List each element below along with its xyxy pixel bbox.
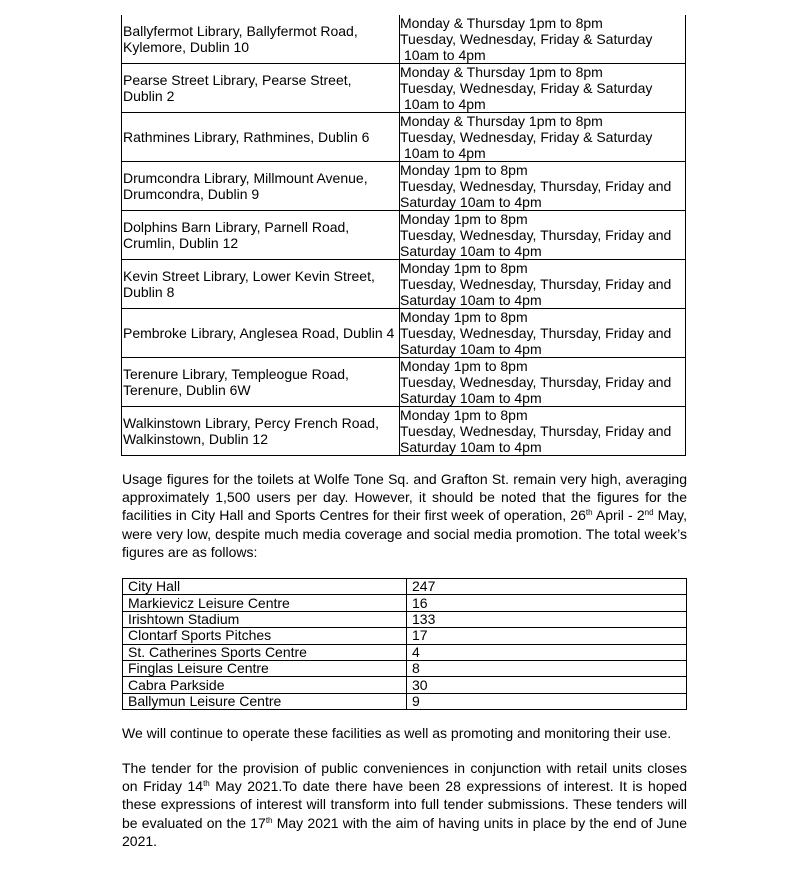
hours-line: Saturday 10am to 4pm [400,439,542,455]
hours-line: Monday & Thursday 1pm to 8pm [400,15,603,31]
facility-name-cell: City Hall [123,579,407,595]
library-location-cell [122,15,400,64]
location-line: Pembroke Library, Anglesea Road, Dublin 4 [123,325,395,341]
text-segment: The tender for the provision of public conveniences in conjunction with retail units closes on Friday 14 [122,760,687,795]
hours-line: 10am to 4pm [404,145,486,161]
user-count-cell: 16 [407,595,687,611]
library-location-cell [122,162,400,211]
location-line: Kylemore, Dublin 10 [123,39,250,55]
hours-line: 10am to 4pm [404,47,486,63]
user-count-cell: 9 [407,693,687,709]
continue-operation-paragraph: We will continue to operate these facilities as well as promoting and monitoring their use. [122,725,672,741]
usage-row [123,628,687,644]
hours-line: Saturday 10am to 4pm [400,341,542,357]
usage-row [123,611,687,627]
ordinal-suffix: th [585,508,593,518]
location-line: Terenure, Dublin 6W [123,382,251,398]
location-line: Dolphins Barn Library, Parnell Road, [123,219,350,235]
facility-name-cell: Markievicz Leisure Centre [123,595,407,611]
user-count-cell: 8 [407,660,687,676]
facility-name-cell: Finglas Leisure Centre [123,660,407,676]
facility-name-cell: Ballymun Leisure Centre [123,693,407,709]
hours-line: Saturday 10am to 4pm [400,390,542,406]
hours-line: Monday & Thursday 1pm to 8pm [400,64,603,80]
hours-line: Tuesday, Wednesday, Thursday, Friday and [400,227,672,243]
user-count-cell: 133 [407,611,687,627]
hours-line: Tuesday, Wednesday, Friday & Saturday [400,129,653,145]
library-hours-cell [400,15,686,64]
facility-name-cell: Clontarf Sports Pitches [123,628,407,644]
location-line: Rathmines Library, Rathmines, Dublin 6 [123,129,370,145]
location-line: Dublin 8 [123,284,175,300]
library-location-cell [122,309,400,358]
hours-line: Tuesday, Wednesday, Friday & Saturday [400,31,653,47]
user-count-cell: 30 [407,677,687,693]
hours-line: Monday 1pm to 8pm [400,260,528,276]
hours-line: Saturday 10am to 4pm [400,292,542,308]
hours-line: Monday 1pm to 8pm [400,162,528,178]
hours-line: Saturday 10am to 4pm [400,194,542,210]
library-location-cell [122,64,400,113]
user-count-cell: 4 [407,644,687,660]
library-hours-cell [400,309,686,358]
library-hours-cell [400,407,686,456]
text-segment: May 2021 with the aim of having units in place by the end of June 2021. [122,814,687,849]
library-row [122,64,686,113]
hours-line: Tuesday, Wednesday, Thursday, Friday and [400,178,672,194]
facility-name-cell: Irishtown Stadium [123,611,407,627]
user-count-cell: 247 [407,579,687,595]
usage-table-body [123,579,687,710]
library-hours-cell [400,211,686,260]
hours-line: Monday 1pm to 8pm [400,407,528,423]
ordinal-suffix: nd [644,508,654,518]
ordinal-suffix: th [203,779,210,789]
location-line: Drumcondra Library, Millmount Avenue, [123,170,368,186]
location-line: Walkinstown, Dublin 12 [123,431,268,447]
library-table-body [122,15,686,456]
facility-name-cell: St. Catherines Sports Centre [123,644,407,660]
user-count-cell: 17 [407,628,687,644]
text-segment: Usage figures for the toilets at Wolfe Tone Sq. and Grafton St. remain very high, averaging approximately 1,500 users per day. However, it should be noted that the figures for the facilities in City Hall and Sports Centres for their first week of operation, 26 [122,471,687,524]
library-opening-hours-table [121,15,686,456]
library-location-cell [122,211,400,260]
usage-row [123,644,687,660]
library-location-cell [122,260,400,309]
hours-line: Saturday 10am to 4pm [400,243,542,259]
location-line: Ballyfermot Library, Ballyfermot Road, [123,23,358,39]
library-row [122,162,686,211]
ordinal-suffix: th [265,815,273,825]
library-location-cell [122,358,400,407]
library-hours-cell [400,162,686,211]
library-location-cell [122,113,400,162]
library-location-cell [122,407,400,456]
usage-row [123,660,687,676]
location-line: Terenure Library, Templeogue Road, [123,366,349,382]
library-row [122,407,686,456]
hours-line: Tuesday, Wednesday, Friday & Saturday [400,80,653,96]
hours-line: Monday 1pm to 8pm [400,211,528,227]
facility-name-cell: Cabra Parkside [123,677,407,693]
usage-row [123,595,687,611]
hours-line: Monday 1pm to 8pm [400,309,528,325]
usage-row [123,579,687,595]
text-segment: April - 2 [592,507,645,524]
usage-row [123,693,687,709]
location-line: Pearse Street Library, Pearse Street, [123,72,352,88]
library-row [122,260,686,309]
hours-line: Monday & Thursday 1pm to 8pm [400,113,603,129]
location-line: Crumlin, Dublin 12 [123,235,239,251]
hours-line: Tuesday, Wednesday, Thursday, Friday and [400,276,672,292]
hours-line: Tuesday, Wednesday, Thursday, Friday and [400,374,672,390]
hours-line: 10am to 4pm [404,96,486,112]
library-hours-cell [400,113,686,162]
location-line: Kevin Street Library, Lower Kevin Street, [123,268,375,284]
library-row [122,113,686,162]
library-hours-cell [400,358,686,407]
tender-paragraph [122,759,687,850]
location-line: Walkinstown Library, Percy French Road, [123,415,379,431]
weekly-usage-table [122,578,687,710]
library-row [122,211,686,260]
hours-line: Tuesday, Wednesday, Thursday, Friday and [400,423,672,439]
text-segment: May 2021.To date there have been 28 expressions of interest. It is hoped these expressions of interest will transform into full tender submissions. These tenders will be evaluated on the 17 [122,778,687,831]
usage-figures-paragraph [122,470,687,561]
library-row [122,309,686,358]
hours-line: Tuesday, Wednesday, Thursday, Friday and [400,325,672,341]
text-segment: May, were very low, despite much media coverage and social media promotion. The total week’s figures are as follows: [122,507,687,560]
location-line: Drumcondra, Dublin 9 [123,186,260,202]
hours-line: Monday 1pm to 8pm [400,358,528,374]
library-hours-cell [400,64,686,113]
library-row [122,15,686,64]
library-row [122,358,686,407]
location-line: Dublin 2 [123,88,175,104]
usage-row [123,677,687,693]
library-hours-cell [400,260,686,309]
